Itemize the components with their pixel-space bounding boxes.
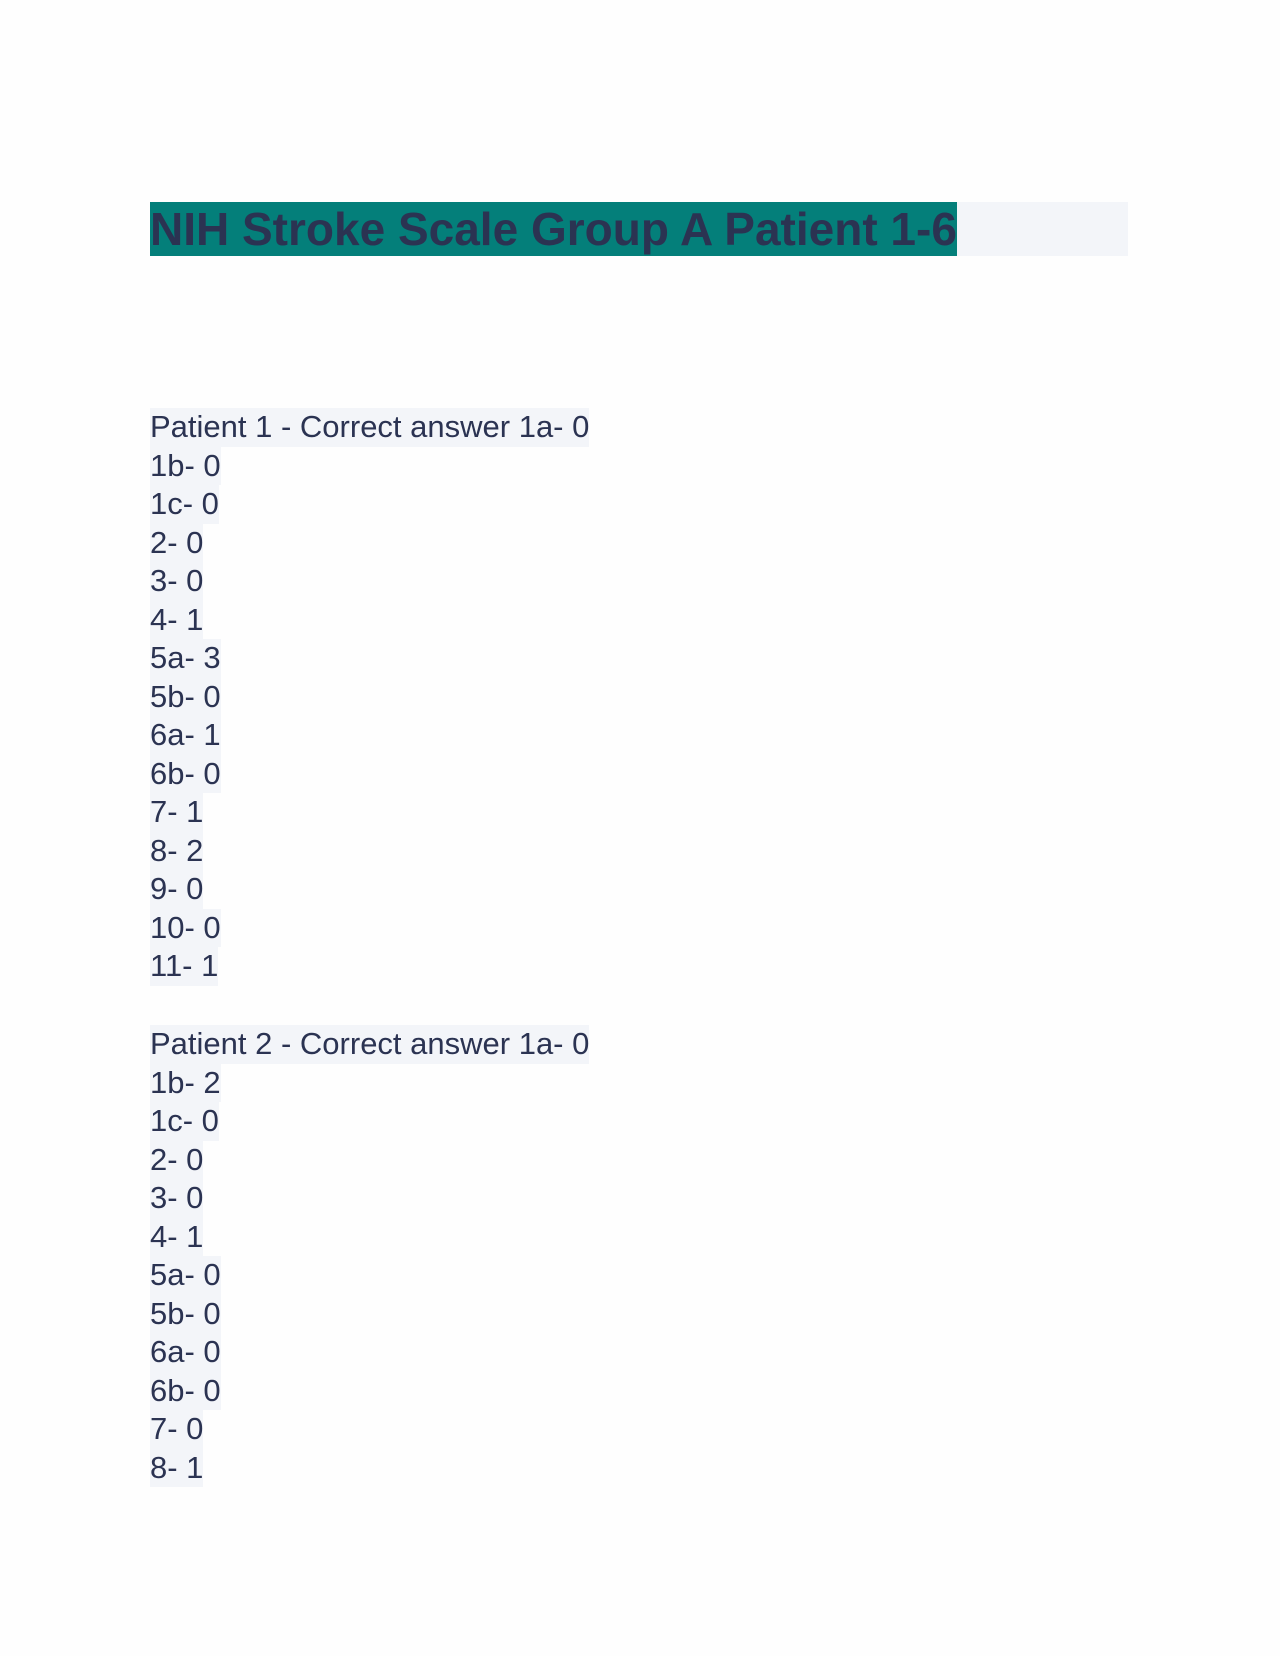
patient-2-item-5b: 5b- 0 (150, 1295, 221, 1334)
patient-1-item-6a: 6a- 1 (150, 716, 221, 755)
patient-2-item-5a: 5a- 0 (150, 1256, 221, 1295)
patient-1-heading: Patient 1 - Correct answer 1a- 0 (150, 408, 589, 447)
patient-2-item-7: 7- 0 (150, 1410, 203, 1449)
page-title: NIH Stroke Scale Group A Patient 1-6 (150, 203, 957, 255)
patient-2-item-6a: 6a- 0 (150, 1333, 221, 1372)
patient-2-item-8: 8- 1 (150, 1449, 203, 1488)
title-bar (150, 202, 1128, 256)
patient-1-item-1c: 1c- 0 (150, 485, 219, 524)
patient-1-item-5a: 5a- 3 (150, 639, 221, 678)
patient-2-heading: Patient 2 - Correct answer 1a- 0 (150, 1025, 589, 1064)
patient-1-item-8: 8- 2 (150, 832, 203, 871)
patient-2-item-1b: 1b- 2 (150, 1064, 221, 1103)
patient-2-section (150, 1025, 589, 1487)
patient-1-section (150, 408, 589, 986)
patient-2-item-2: 2- 0 (150, 1141, 203, 1180)
patient-2-item-1c: 1c- 0 (150, 1102, 219, 1141)
patient-1-item-3: 3- 0 (150, 562, 203, 601)
patient-2-item-6b: 6b- 0 (150, 1372, 221, 1411)
patient-1-item-1b: 1b- 0 (150, 447, 221, 486)
patient-1-item-4: 4- 1 (150, 601, 203, 640)
patient-1-item-9: 9- 0 (150, 870, 203, 909)
patient-2-item-3: 3- 0 (150, 1179, 203, 1218)
patient-2-item-4: 4- 1 (150, 1218, 203, 1257)
patient-1-item-7: 7- 1 (150, 793, 203, 832)
patient-1-item-2: 2- 0 (150, 524, 203, 563)
patient-1-item-5b: 5b- 0 (150, 678, 221, 717)
patient-1-item-11: 11- 1 (150, 947, 218, 986)
patient-1-item-10: 10- 0 (150, 909, 221, 948)
patient-1-item-6b: 6b- 0 (150, 755, 221, 794)
